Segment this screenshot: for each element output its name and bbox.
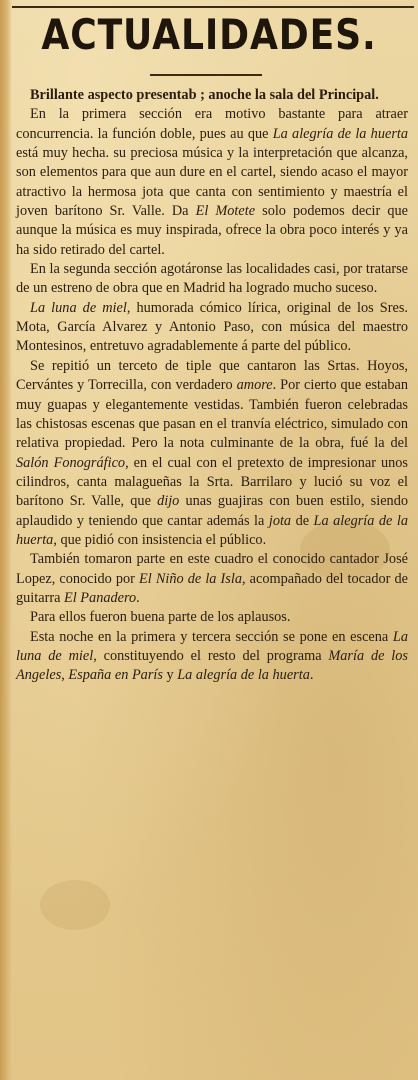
- paragraph-intro: [16, 86, 408, 105]
- text-run: solo podemos decir que aunque la música es muy inspirada, ofrece la obra poco interés y ya ha sido retirado del cartel.: [16, 203, 408, 258]
- paragraph-p1: [16, 105, 408, 260]
- text-run: está muy hecha. su preciosa música y la interpretación que alcanza, son elementos para que aun dure en el cartel, siendo acaso el mayor atractivo la hermosa jota que canta con sentimiento y maestría el joven barítono Sr. Valle. Da: [16, 145, 408, 220]
- paper-stain: [40, 880, 110, 930]
- text-run: Esta noche en la primera y tercera sección se pone en escena: [30, 628, 393, 645]
- text-run: Se repitió un terceto de tiple que cantaron las Srtas. Hoyos, Cervántes y Torrecilla, con verdadero: [16, 357, 408, 394]
- italic-title: Salón Fonográfico: [16, 454, 126, 471]
- italic-title: dijo: [157, 493, 180, 510]
- paragraph-p7: [16, 628, 408, 686]
- text-run: de: [291, 512, 314, 529]
- paragraph-p6: [16, 608, 408, 627]
- text-run: Brillante aspecto presentab ; anoche la sala del Principal.: [30, 87, 379, 103]
- paragraph-p5: [16, 550, 408, 608]
- italic-title: La alegría de la huerta: [16, 512, 408, 548]
- text-run: , humorada cómico lírica, original de los Sres. Mota, García Alvarez y Antonio Paso, con música del maestro Montesinos, entretuvo agradablemente á parte del público.: [16, 299, 408, 355]
- top-rule: [12, 0, 414, 8]
- text-run: También tomaron parte en este cuadro el conocido cantador José Lopez, conocido por: [16, 551, 408, 587]
- italic-title: María de los Angeles, España en París: [16, 647, 408, 684]
- article-headline: ACTUALIDADES.: [41, 10, 377, 59]
- paragraph-p2: [16, 260, 408, 299]
- italic-title: El Motete: [195, 203, 256, 220]
- text-run: En la segunda sección agotáronse las localidades casi, por tratarse de un estreno de obra que en Madrid ha logrado mucho suceso.: [16, 261, 408, 297]
- italic-title: amore: [236, 377, 273, 394]
- text-run: Para ellos fueron buena parte de los aplausos.: [30, 609, 291, 626]
- text-run: , que pidió con insistencia el público.: [53, 531, 267, 548]
- text-run: .: [136, 589, 140, 606]
- text-run: , constituyendo el resto del programa: [93, 647, 329, 664]
- text-run: . Por cierto que estaban muy guapas y elegantemente vestidas. También fueron celebradas las chistosas escenas que pasan en el tranvía eléctrico, simulado con relativa propiedad. Pero la nota culminante de la obra, fué la del: [16, 377, 408, 452]
- paragraph-p4: [16, 357, 408, 550]
- text-run: , en el cual con el pretexto de impresionar unos cilindros, canta malagueñas la Srta. Barrilaro y lució su voz el barítono Sr. Valle, que: [16, 454, 408, 510]
- article-body: [16, 86, 408, 686]
- paragraph-p3: [16, 299, 408, 357]
- text-run: y: [162, 667, 178, 684]
- italic-title: La alegría de la huerta: [272, 125, 408, 142]
- headline-divider: [150, 74, 262, 76]
- italic-title: jota: [268, 512, 292, 529]
- text-run: .: [309, 667, 314, 684]
- italic-title: El Niño de la Isla: [139, 570, 242, 587]
- italic-title: La luna de miel: [30, 299, 127, 316]
- italic-title: El Panadero: [64, 589, 137, 606]
- text-run: , acompañado del tocador de guitarra: [16, 570, 408, 606]
- text-run: unas guajiras con buen estilo, siendo aplaudido y teniendo que cantar además la: [16, 493, 408, 529]
- paper-edge: [0, 0, 12, 1080]
- italic-title: La luna de miel: [16, 628, 408, 664]
- italic-title: La alegría de la huerta: [177, 667, 310, 684]
- text-run: En la primera sección era motivo bastante para atraer concurrencia. la función doble, pues au que: [16, 106, 408, 142]
